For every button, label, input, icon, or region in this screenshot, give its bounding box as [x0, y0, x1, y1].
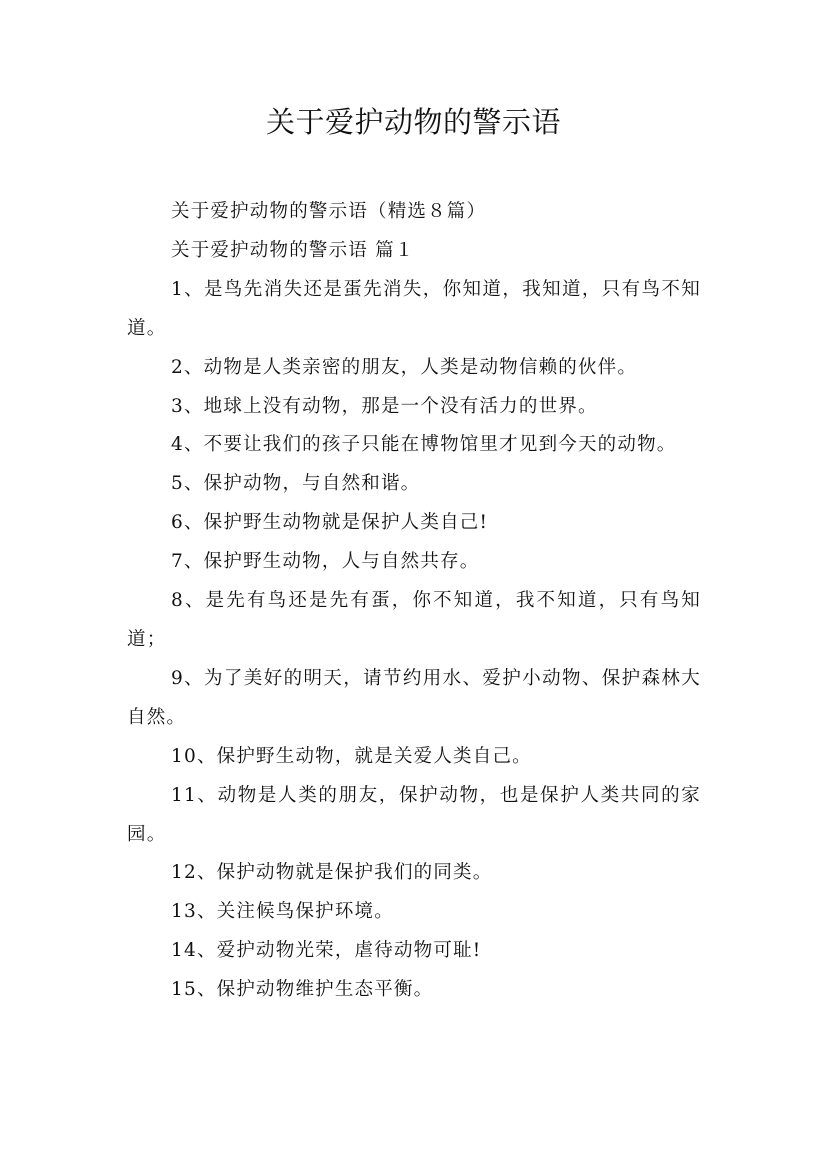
slogan-item: 14、爱护动物光荣，虐待动物可耻!: [171, 940, 482, 962]
slogan-item: 15、保护动物维护生态平衡。: [171, 979, 434, 1001]
slogan-item: 6、保护野生动物就是保护人类自己!: [171, 512, 489, 534]
slogan-item: 13、关注候鸟保护环境。: [171, 901, 394, 923]
slogan-item: 2、动物是人类亲密的朋友，人类是动物信赖的伙伴。: [171, 356, 638, 378]
slogan-item: 1、是鸟先消失还是蛋先消失，你知道，我知道，只有鸟不知道。: [127, 278, 701, 339]
slogan-item: 9、为了美好的明天，请节约用水、爱护小动物、保护森林大自然。: [127, 667, 701, 728]
slogan-item: 7、保护野生动物，人与自然共存。: [171, 551, 480, 573]
document-body: [127, 193, 701, 1010]
slogan-item: 8、是先有鸟还是先有蛋，你不知道，我不知道，只有鸟知道；: [127, 590, 701, 650]
paragraph-section-heading: 关于爱护动物的警示语 篇１: [171, 239, 415, 261]
slogan-item: 3、地球上没有动物，那是一个没有活力的世界。: [171, 395, 598, 417]
document-title: 关于爱护动物的警示语: [265, 105, 561, 139]
slogan-item: 12、保护动物就是保护我们的同类。: [171, 862, 493, 884]
paragraph-subtitle: 关于爱护动物的警示语（精选８篇）: [171, 201, 487, 222]
slogan-item: 4、不要让我们的孩子只能在博物馆里才见到今天的动物。: [171, 434, 677, 456]
slogan-item: 5、保护动物，与自然和谐。: [171, 473, 421, 495]
slogan-item: 11、动物是人类的朋友，保护动物，也是保护人类共同的家园。: [127, 784, 701, 845]
slogan-item: 10、保护野生动物，就是关爱人类自己。: [171, 745, 532, 767]
